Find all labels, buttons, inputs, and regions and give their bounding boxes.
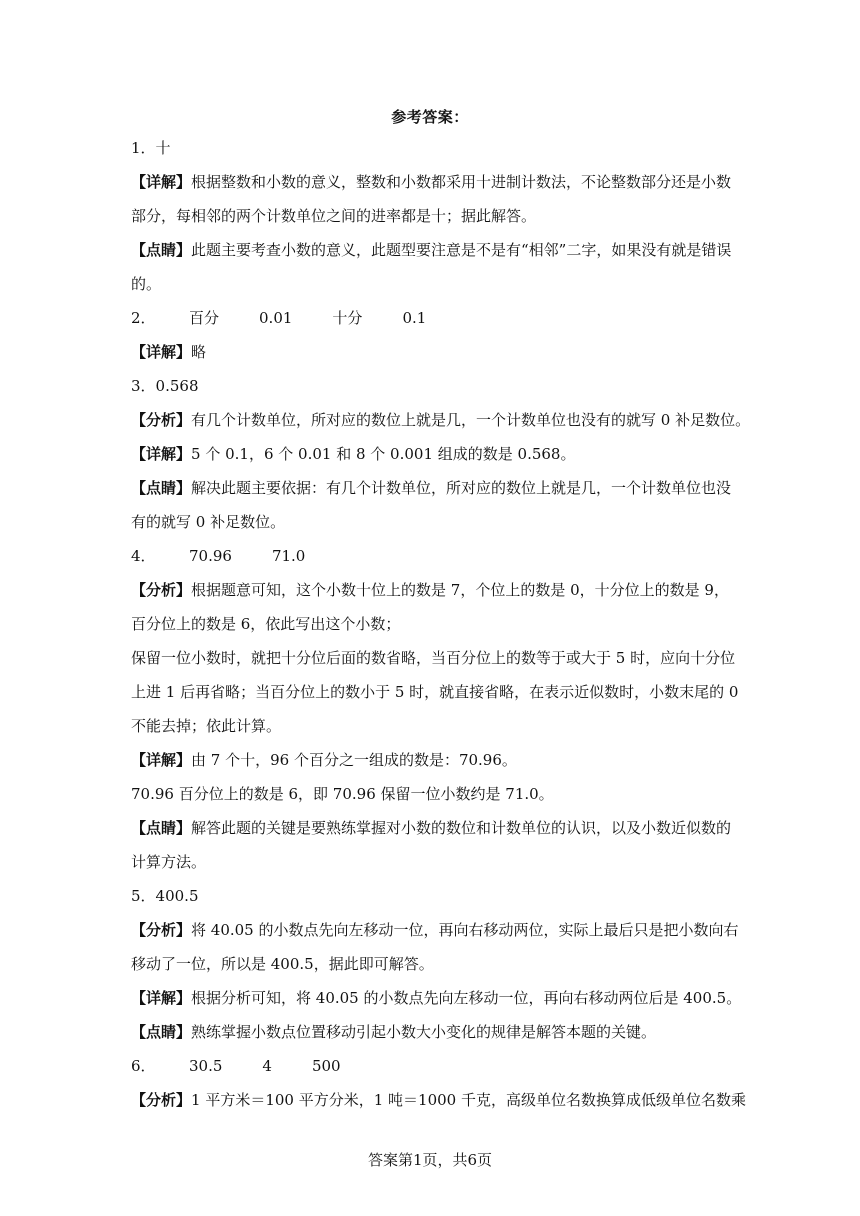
answer-row — [131, 301, 731, 335]
question-number: 2． — [131, 309, 156, 327]
explanation-line — [131, 743, 731, 777]
explanation-line — [131, 437, 731, 471]
section-tag: 【点睛】 — [131, 479, 192, 497]
answer-row — [131, 1049, 731, 1083]
explanation-line — [131, 505, 731, 539]
explanation-line — [131, 335, 731, 369]
answer-row — [131, 131, 731, 165]
explanation-text: 根据分析可知，将 40.05 的小数点先向左移动一位，再向右移动两位后是 400.5。 — [191, 989, 742, 1007]
explanation-text: 解答此题的关键是要熟练掌握对小数的数位和计数单位的认识，以及小数近似数的 — [191, 819, 732, 837]
answer-value: 400.5 — [155, 887, 199, 905]
explanation-text: 解决此题主要依据：有几个计数单位，所对应的数位上就是几，一个计数单位也没 — [191, 479, 732, 497]
answer-value: 十 — [155, 139, 171, 157]
answer-value: 30.5 — [189, 1057, 223, 1075]
explanation-text: 略 — [191, 343, 207, 361]
section-tag: 【分析】 — [131, 921, 192, 939]
explanation-line — [131, 811, 731, 845]
question-number: 6． — [131, 1057, 156, 1075]
answer-value: 70.96 — [189, 547, 232, 565]
explanation-text: 百分位上的数是 6，依此写出这个小数； — [131, 615, 401, 633]
section-tag: 【分析】 — [131, 1091, 192, 1109]
explanation-line — [131, 845, 731, 879]
question-number: 1． — [131, 139, 156, 157]
explanation-line — [131, 1015, 731, 1049]
explanation-text: 1 平方米＝100 平方分米，1 吨＝1000 千克，高级单位名数换算成低级单位名数乘 — [191, 1091, 746, 1109]
explanation-text: 根据整数和小数的意义，整数和小数都采用十进制计数法，不论整数部分还是小数 — [191, 173, 732, 191]
explanation-line — [131, 981, 742, 1015]
explanation-text: 计算方法。 — [131, 853, 207, 871]
question-number: 5． — [131, 887, 156, 905]
explanation-text: 5 个 0.1，6 个 0.01 和 8 个 0.001 组成的数是 0.568。 — [191, 445, 576, 463]
answer-value: 0.568 — [155, 377, 199, 395]
explanation-text: 熟练掌握小数点位置移动引起小数大小变化的规律是解答本题的关键。 — [191, 1023, 657, 1041]
explanation-line — [131, 199, 731, 233]
explanation-text: 有的就写 0 补足数位。 — [131, 513, 286, 531]
page-title: 参考答案： — [391, 108, 469, 126]
answer-value: 500 — [311, 1057, 341, 1075]
explanation-line — [131, 403, 751, 437]
answer-content — [131, 131, 751, 1117]
section-tag: 【详解】 — [131, 445, 192, 463]
plain-line: 保留一位小数时，就把十分位后面的数省略，当百分位上的数等于或大于 5 时，应向十分位 — [131, 649, 736, 667]
explanation-line — [131, 1083, 746, 1117]
page-footer: 答案第1页，共6页 — [367, 1151, 493, 1169]
plain-line: 70.96 百分位上的数是 6，即 70.96 保留一位小数约是 71.0。 — [131, 785, 554, 803]
explanation-text: 部分，每相邻的两个计数单位之间的进率都是十；据此解答。 — [131, 207, 537, 225]
explanation-line — [131, 165, 731, 199]
explanation-line — [131, 607, 731, 641]
explanation-line — [131, 573, 731, 607]
section-tag: 【详解】 — [131, 751, 192, 769]
answer-value: 十分 — [332, 309, 363, 327]
section-tag: 【详解】 — [131, 173, 192, 191]
section-tag: 【详解】 — [131, 989, 192, 1007]
explanation-text: 有几个计数单位，所对应的数位上就是几，一个计数单位也没有的就写 0 补足数位。 — [191, 411, 751, 429]
explanation-text: 此题主要考查小数的意义，此题型要注意是不是有“相邻”二字，如果没有就是错误 — [191, 241, 732, 259]
section-tag: 【点睛】 — [131, 241, 192, 259]
explanation-line — [131, 233, 731, 267]
answer-row — [131, 539, 731, 573]
explanation-line — [131, 267, 731, 301]
answer-value: 4 — [262, 1057, 272, 1075]
explanation-text: 根据题意可知，这个小数十位上的数是 7，个位上的数是 0，十分位上的数是 9， — [191, 581, 729, 599]
explanation-text: 移动了一位，所以是 400.5，据此即可解答。 — [131, 955, 434, 973]
explanation-line — [131, 947, 731, 981]
explanation-text: 将 40.05 的小数点先向左移动一位，再向右移动两位，实际上最后只是把小数向右 — [191, 921, 739, 939]
section-tag: 【点睛】 — [131, 819, 192, 837]
explanation-text: 由 7 个十，96 个百分之一组成的数是：70.96。 — [191, 751, 517, 769]
section-tag: 【详解】 — [131, 343, 192, 361]
question-number: 4． — [131, 547, 156, 565]
explanation-line — [131, 913, 739, 947]
question-number: 3． — [131, 377, 156, 395]
answer-value: 0.1 — [402, 309, 427, 327]
answer-row — [131, 879, 731, 913]
section-tag: 【分析】 — [131, 411, 192, 429]
section-tag: 【分析】 — [131, 581, 192, 599]
answer-value: 71.0 — [271, 547, 306, 565]
answer-row — [131, 369, 731, 403]
plain-line: 上进 1 后再省略；当百分位上的数小于 5 时，就直接省略，在表示近似数时，小数末尾的 0 — [131, 683, 739, 701]
explanation-line — [131, 471, 731, 505]
section-tag: 【点睛】 — [131, 1023, 192, 1041]
answer-value: 0.01 — [259, 309, 293, 327]
explanation-text: 的。 — [131, 275, 162, 293]
answer-value: 百分 — [189, 309, 220, 327]
plain-line: 不能去掉；依此计算。 — [131, 717, 282, 735]
